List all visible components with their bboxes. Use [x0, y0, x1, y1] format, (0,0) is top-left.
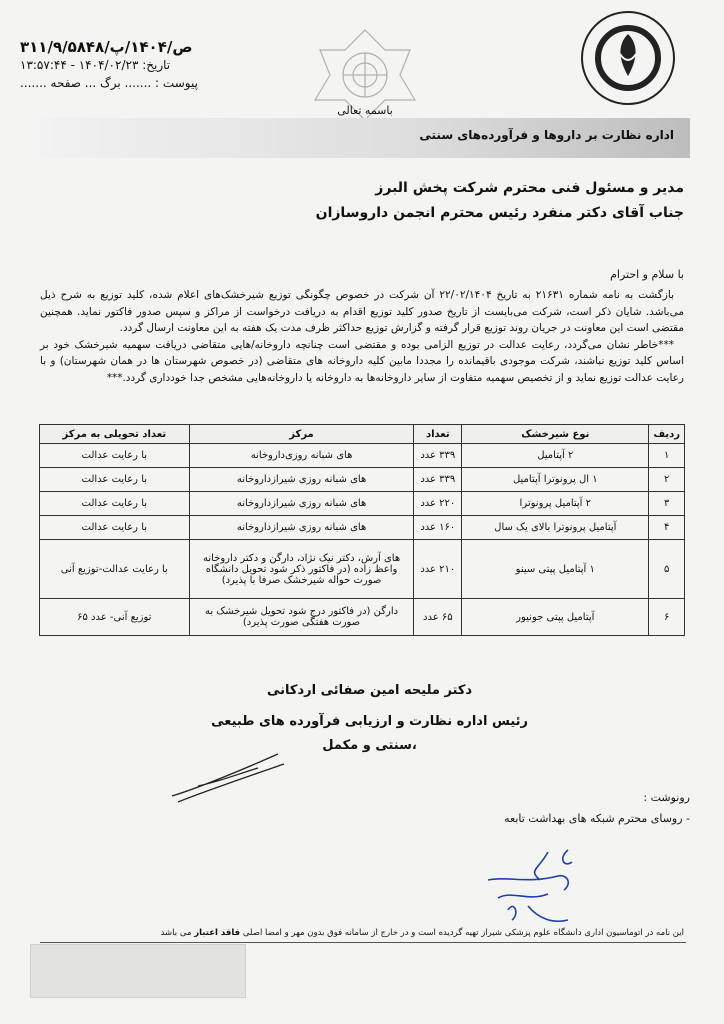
cell-row: ۳: [649, 492, 685, 516]
cell-delivery: با رعایت عدالت-توزیع آنی: [40, 540, 190, 599]
cell-delivery: با رعایت عدالت: [40, 468, 190, 492]
header-formula-type: نوع شیرخشک: [462, 425, 649, 444]
table-row: [40, 444, 685, 468]
letter-date: تاریخ: ۱۴۰۴/۰۲/۲۳ - ۱۳:۵۷:۴۴: [20, 58, 171, 72]
cell-center: های شبانه روزی شیرازداروخانه: [189, 492, 414, 516]
table-row: [40, 516, 685, 540]
cell-delivery: توزیع آنی- عدد ۶۵: [40, 599, 190, 636]
header-delivery: تعداد تحویلی به مرکز: [40, 425, 190, 444]
letter-body: [40, 287, 684, 386]
table-header-row: [40, 425, 685, 444]
footer-emphasis: فاقد اعتبار: [194, 928, 241, 938]
department-title: اداره نظارت بر داروها و فرآورده‌های سنتی: [419, 128, 674, 142]
cell-type: ۱ ال پرونوترا آپتامیل: [462, 468, 649, 492]
signatory-title-cont: ،سنتی و مکمل: [322, 738, 417, 753]
cell-row: ۲: [649, 468, 685, 492]
cell-delivery: با رعایت عدالت: [40, 444, 190, 468]
cell-qty: ۲۱۰ عدد: [414, 540, 462, 599]
cell-qty: ۳۳۹ عدد: [414, 444, 462, 468]
addressee-line-1: مدیر و مسئول فنی محترم شرکت پخش البرز: [375, 180, 684, 196]
cell-center: دارگن (در فاکتور درج شود تحویل شیرخشک به صورت هفتگی صورت پذیرد): [189, 599, 414, 636]
cell-center: های شبانه روزی شیرازداروخانه: [189, 468, 414, 492]
signatory-title: رئیس اداره نظارت و ارزیابی فرآورده های طبیعی: [211, 714, 528, 729]
footer-text: این نامه در اتوماسیون اداری دانشگاه علوم پزشکی شیراز تهیه گردیده است و در خارج از سامانه فوق بدون مهر و امضا اصلی: [242, 928, 684, 938]
cell-qty: ۳۳۹ عدد: [414, 468, 462, 492]
distribution-table: [39, 424, 685, 636]
cell-delivery: با رعایت عدالت: [40, 516, 190, 540]
footer-divider: [40, 942, 686, 943]
cell-center: های شبانه روزی شیرازداروخانه: [189, 516, 414, 540]
attachment-line: پیوست : ....... برگ ... صفحه .......: [20, 76, 198, 90]
addressee-line-2: جناب آقای دکتر منفرد رئیس محترم انجمن داروسازان: [315, 205, 684, 221]
table-row: [40, 468, 685, 492]
reference-block: [20, 38, 230, 92]
signatory-name: دکتر ملیحه امین صفائی اردکانی: [267, 683, 473, 698]
signature-mark: [168, 746, 288, 806]
cell-row: ۶: [649, 599, 685, 636]
cc-item: - روسای محترم شبکه های بهداشت تابعه: [504, 812, 690, 825]
cell-qty: ۱۶۰ عدد: [414, 516, 462, 540]
body-paragraph: ***خاطر نشان می‌گردد، رعایت عدالت در توزیع الزامی بوده و مقتضی است چنانچه داروخانه/هایی متقاضی دریافت سهمیه شیرخشک خود بر اساس کلید توزیع نباشند، شرکت موجودی باقیمانده را مجددا مابین کلیه داروخانه های متقاضی (در خصوص شهرستان ها در همان شهرستان) و با رعایت عدالت توزیع نماید و از تخصیص سهمیه متفاوت از سایر داروخانه‌ها به داروخانه یا داروخانه‌هایی مشخص جدا خودداری گردد.***: [40, 338, 684, 384]
cc-label: رونوشت :: [643, 791, 690, 804]
cell-center: های آرش، دکتر نیک نژاد، دارگن و دکتر داروخانه واعظ زاده (در فاکتور ذکر شود تحویل دانشگاه صورت حواله شیرخشک صرفا با پذیرد): [189, 540, 414, 599]
header-center: مرکز: [189, 425, 414, 444]
footer-note: [161, 928, 684, 938]
university-logo-icon: [576, 6, 680, 110]
header-quantity: تعداد: [414, 425, 462, 444]
body-paragraph: بازگشت به نامه شماره ۲۱۶۳۱ به تاریخ ۲۲/۰۲/۱۴۰۴ آن شرکت در خصوص چگونگی توزیع شیرخشک‌های اعلام شده، کلید توزیع به شرح ذیل می‌باشد. شایان ذکر است، شرکت می‌بایست از تاریخ صدور کلید توزیع اقدام به دریافت درخواست از مراکز و سپس صدور فاکتور نماید. همچنین مقتضی است این معاونت در جریان روند توزیع قرار گرفته و گزارش توزیع حداکثر ظرف مدت یک هفته به این معاونت ارسال گردد.: [40, 289, 684, 334]
cell-row: ۱: [649, 444, 685, 468]
table-row: [40, 492, 685, 516]
cell-type: ۱ آپتامیل پپتی سینو: [462, 540, 649, 599]
cell-type: ۲ آپتامیل پرونوترا: [462, 492, 649, 516]
stamp-area: [30, 944, 246, 998]
cell-type: آپتامیل پرونوترا بالای یک سال: [462, 516, 649, 540]
cell-row: ۵: [649, 540, 685, 599]
cell-type: آپتامیل پپتی جونیور: [462, 599, 649, 636]
footer-text-end: می باشد: [160, 928, 192, 938]
handwritten-blue-note: [468, 840, 588, 930]
table-row: [40, 540, 685, 599]
cell-qty: ۶۵ عدد: [414, 599, 462, 636]
letter-number: ص/۱۴۰۴/پ/۳۱۱/۹/۵۸۴۸: [20, 38, 193, 56]
cell-qty: ۲۲۰ عدد: [414, 492, 462, 516]
header-row-number: ردیف: [649, 425, 685, 444]
greeting: با سلام و احترام: [610, 268, 684, 281]
cell-type: ۲ آپتامیل: [462, 444, 649, 468]
cell-center: های شبانه روزی‌داروخانه: [189, 444, 414, 468]
cell-delivery: با رعایت عدالت: [40, 492, 190, 516]
basmala: باسمه تعالی: [337, 104, 393, 117]
table-row: [40, 599, 685, 636]
cell-row: ۴: [649, 516, 685, 540]
